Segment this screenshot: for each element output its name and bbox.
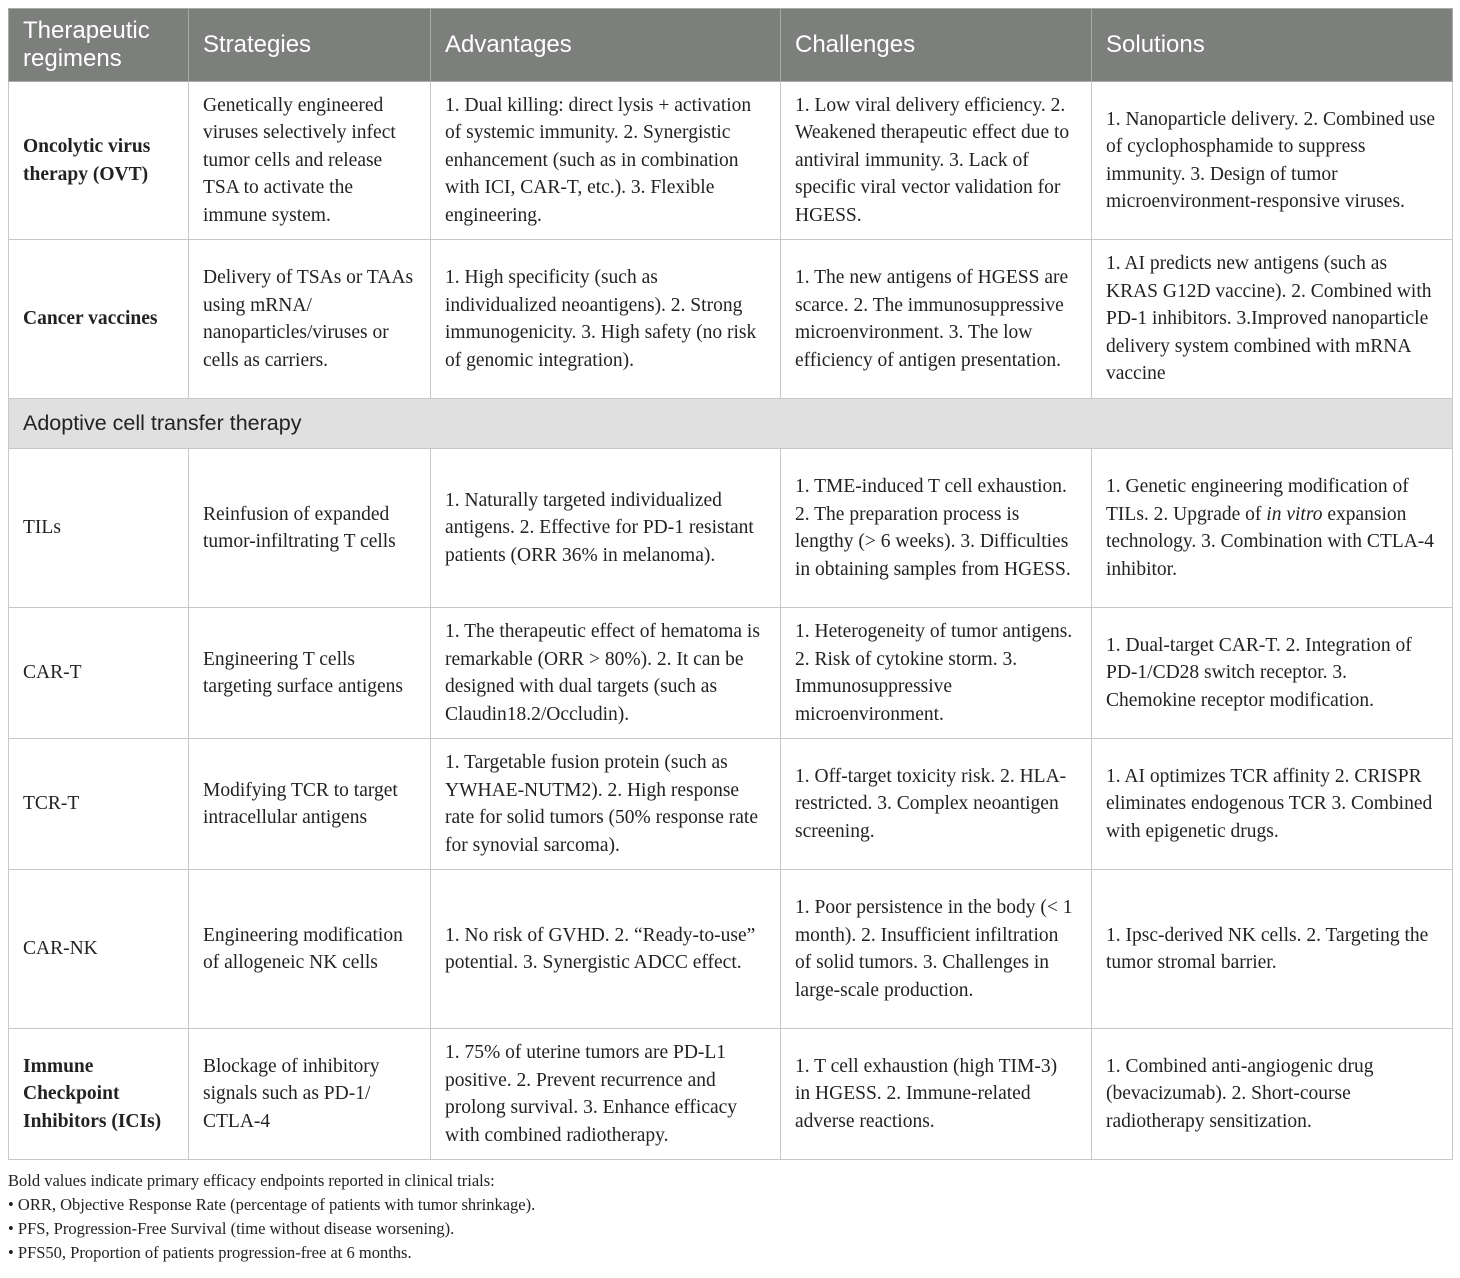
- footnote-item: • PFS, Progression-Free Survival (time without disease worsening).: [8, 1219, 455, 1238]
- table-footnotes: [8, 1169, 1452, 1265]
- table-row-tils: [9, 449, 1453, 608]
- cell-advantages: 1. 75% of uterine tumors are PD-L1 positive. 2. Prevent recurrence and prolong survival. 3. Enhance efficacy with combined radiotherapy.: [431, 1029, 781, 1160]
- cell-strategy: Reinfusion of expanded tumor-infiltrating T cells: [189, 449, 431, 608]
- cell-regimen: TILs: [9, 449, 189, 608]
- footnote-intro: Bold values indicate primary efficacy endpoints reported in clinical trials:: [8, 1171, 495, 1190]
- table-row-cancer-vaccines: [9, 240, 1453, 399]
- cell-advantages: 1. The therapeutic effect of hematoma is remarkable (ORR > 80%). 2. It can be designed with dual targets (such as Claudin18.2/Occludin).: [431, 608, 781, 739]
- cell-challenges: 1. Off-target toxicity risk. 2. HLA-restricted. 3. Complex neoantigen screening.: [781, 739, 1092, 870]
- cell-regimen: Immune Checkpoint Inhibitors (ICIs): [9, 1029, 189, 1160]
- cell-challenges: 1. TME-induced T cell exhaustion. 2. The preparation process is lengthy (> 6 weeks). 3. Difficulties in obtaining samples from HGESS.: [781, 449, 1092, 608]
- cell-advantages: 1. Targetable fusion protein (such as YWHAE-NUTM2). 2. High response rate for solid tumors (50% response rate for synovial sarcoma).: [431, 739, 781, 870]
- cell-solutions: [1092, 449, 1453, 608]
- header-challenges: Challenges: [781, 9, 1092, 82]
- section-label: Adoptive cell transfer therapy: [9, 399, 1453, 449]
- cell-regimen: Cancer vaccines: [9, 240, 189, 399]
- cell-challenges: 1. T cell exhaustion (high TIM-3) in HGESS. 2. Immune-related adverse reactions.: [781, 1029, 1092, 1160]
- cell-strategy: Genetically engineered viruses selectively infect tumor cells and release TSA to activate the immune system.: [189, 82, 431, 240]
- cell-advantages: 1. Naturally targeted individualized antigens. 2. Effective for PD-1 resistant patients (ORR 36% in melanoma).: [431, 449, 781, 608]
- cell-advantages: 1. No risk of GVHD. 2. “Ready-to-use” potential. 3. Synergistic ADCC effect.: [431, 870, 781, 1029]
- cell-challenges: 1. The new antigens of HGESS are scarce. 2. The immunosuppressive microenvironment. 3. The low efficiency of antigen presentation.: [781, 240, 1092, 399]
- cell-solutions: 1. Nanoparticle delivery. 2. Combined use of cyclophosphamide to suppress immunity. 3. Design of tumor microenvironment-responsive viruses.: [1092, 82, 1453, 240]
- header-solutions: Solutions: [1092, 9, 1453, 82]
- cell-challenges: 1. Heterogeneity of tumor antigens. 2. Risk of cytokine storm. 3. Immunosuppressive microenvironment.: [781, 608, 1092, 739]
- header-therapeutic-regimens: Therapeutic regimens: [9, 9, 189, 82]
- header-strategies: Strategies: [189, 9, 431, 82]
- footnote-item: • ORR, Objective Response Rate (percentage of patients with tumor shrinkage).: [8, 1195, 536, 1214]
- table-header-row: [9, 9, 1453, 82]
- cell-solutions: 1. AI predicts new antigens (such as KRAS G12D vaccine). 2. Combined with PD-1 inhibitors. 3.Improved nanoparticle delivery system combined with mRNA vaccine: [1092, 240, 1453, 399]
- solutions-text-after: expansion technology. 3. Combination with CTLA-4 inhibitor.: [1106, 503, 1435, 580]
- cell-solutions: 1. Combined anti-angiogenic drug (bevacizumab). 2. Short-course radiotherapy sensitization.: [1092, 1029, 1453, 1160]
- cell-regimen: Oncolytic virus therapy (OVT): [9, 82, 189, 240]
- solutions-italic-text: in vitro: [1266, 503, 1323, 525]
- cell-solutions: 1. Ipsc-derived NK cells. 2. Targeting the tumor stromal barrier.: [1092, 870, 1453, 1029]
- cell-strategy: Modifying TCR to target intracellular antigens: [189, 739, 431, 870]
- table-row-ovt: [9, 82, 1453, 240]
- cell-advantages: 1. High specificity (such as individualized neoantigens). 2. Strong immunogenicity. 3. High safety (no risk of genomic integration).: [431, 240, 781, 399]
- cell-regimen: CAR-NK: [9, 870, 189, 1029]
- cell-regimen: TCR-T: [9, 739, 189, 870]
- table-row-tcr-t: [9, 739, 1453, 870]
- table-row-icis: [9, 1029, 1453, 1160]
- cell-challenges: 1. Poor persistence in the body (< 1 month). 2. Insufficient infiltration of solid tumors. 3. Challenges in large-scale production.: [781, 870, 1092, 1029]
- footnote-item: • PFS50, Proportion of patients progression-free at 6 months.: [8, 1243, 412, 1262]
- cell-regimen: CAR-T: [9, 608, 189, 739]
- cell-solutions: 1. AI optimizes TCR affinity 2. CRISPR eliminates endogenous TCR 3. Combined with epigenetic drugs.: [1092, 739, 1453, 870]
- solutions-text-before: 1. Genetic engineering modification of TILs. 2. Upgrade of: [1106, 476, 1409, 525]
- table-row-car-nk: [9, 870, 1453, 1029]
- cell-strategy: Delivery of TSAs or TAAs using mRNA/ nanoparticles/viruses or cells as carriers.: [189, 240, 431, 399]
- cell-strategy: Engineering T cells targeting surface antigens: [189, 608, 431, 739]
- table-row-car-t: [9, 608, 1453, 739]
- header-advantages: Advantages: [431, 9, 781, 82]
- section-row-adoptive-cell-transfer: [9, 399, 1453, 449]
- cell-challenges: 1. Low viral delivery efficiency. 2. Weakened therapeutic effect due to antiviral immunity. 3. Lack of specific viral vector validation for HGESS.: [781, 82, 1092, 240]
- table-page: [8, 8, 1452, 1265]
- cell-solutions: 1. Dual-target CAR-T. 2. Integration of PD-1/CD28 switch receptor. 3. Chemokine receptor modification.: [1092, 608, 1453, 739]
- cell-advantages: 1. Dual killing: direct lysis + activation of systemic immunity. 2. Synergistic enhancement (such as in combination with ICI, CAR-T, etc.). 3. Flexible engineering.: [431, 82, 781, 240]
- cell-strategy: Engineering modification of allogeneic NK cells: [189, 870, 431, 1029]
- therapy-comparison-table: [8, 8, 1453, 1160]
- cell-strategy: Blockage of inhibitory signals such as PD-1/ CTLA-4: [189, 1029, 431, 1160]
